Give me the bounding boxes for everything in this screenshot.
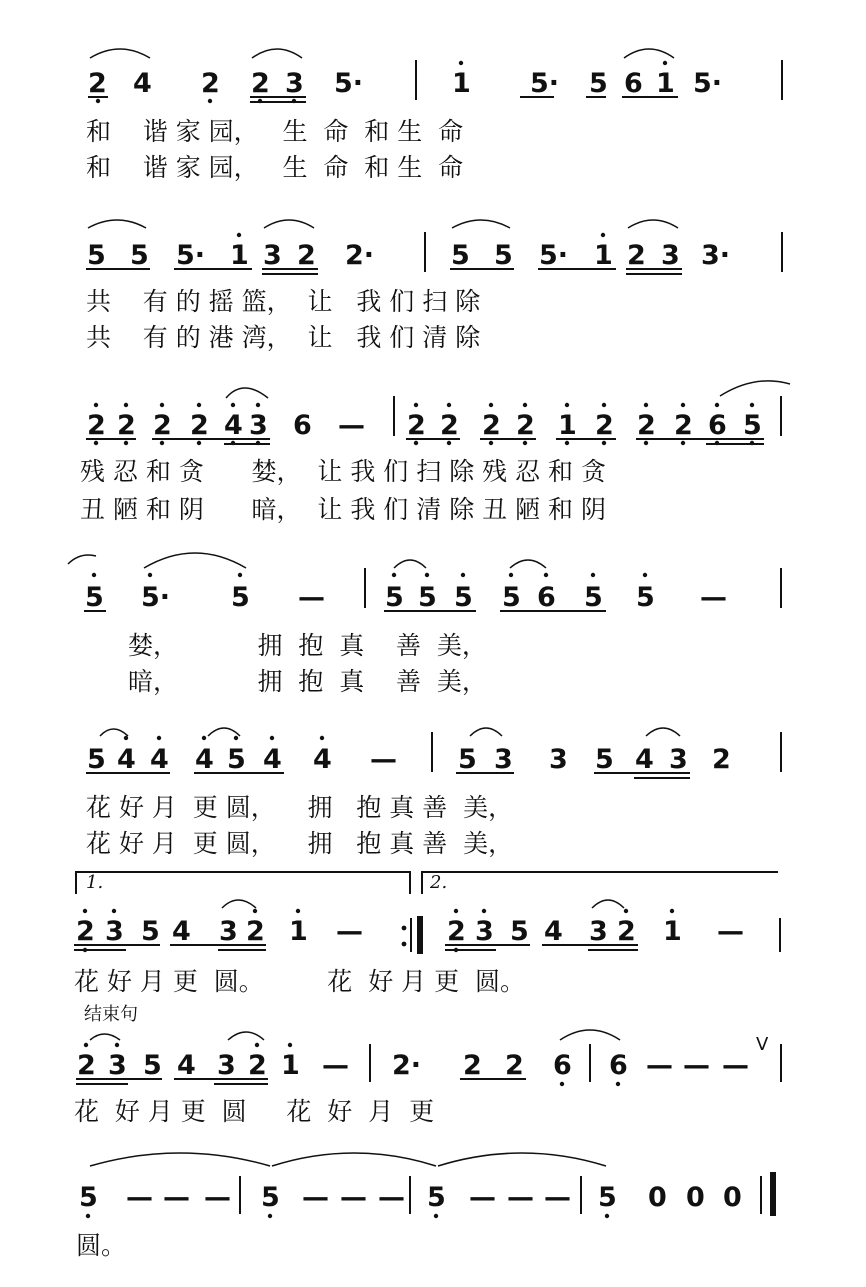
note: — [378, 1182, 405, 1213]
note: 5 [598, 1182, 617, 1213]
note: — [336, 916, 363, 947]
note: 3 [549, 744, 568, 775]
note: 3 [263, 240, 282, 271]
note: 2 [246, 916, 265, 947]
note: 4 [195, 744, 214, 775]
note: 2 [637, 410, 656, 441]
lyric-line: 花 好 月 更 圆， 拥 抱 真 善 美， [86, 829, 514, 858]
note: — [298, 582, 325, 613]
lyric-line: 丑 陋 和 阴 暗， 让 我 们 清 除 丑 陋 和 阴 [80, 495, 606, 524]
note: 2 [117, 410, 136, 441]
note: 5· [141, 582, 171, 613]
note: 5 [418, 582, 437, 613]
system-4 [68, 553, 781, 696]
note: — [722, 1050, 749, 1081]
note: 5· [539, 240, 569, 271]
note: 5 [141, 916, 160, 947]
note: 3 [669, 744, 688, 775]
note: — [370, 744, 397, 775]
note: 0 [686, 1182, 705, 1213]
volta-number: 1. [86, 872, 104, 893]
lyric-line: 残 忍 和 贪 婪， 让 我 们 扫 除 残 忍 和 贪 [80, 457, 606, 486]
note: 4 [313, 744, 332, 775]
note: 1 [558, 410, 577, 441]
note: 5 [87, 744, 106, 775]
note: 3 [249, 410, 268, 441]
lyric-line: 花 好 月 更 圆 花 好 月 更 [74, 1097, 435, 1126]
lyric-line: 花 好 月 更 圆， 拥 抱 真 善 美， [86, 793, 514, 822]
note: 2 [251, 68, 270, 99]
note: 2 [674, 410, 693, 441]
note: 3 [219, 916, 238, 947]
lyric-line: 暗， 拥 抱 真 善 美， [128, 667, 487, 696]
note: 2 [627, 240, 646, 271]
note: 5 [595, 744, 614, 775]
note: 1 [281, 1050, 300, 1081]
note: — [469, 1182, 496, 1213]
note: 5 [87, 240, 106, 271]
note: — [302, 1182, 329, 1213]
note: 6 [624, 68, 643, 99]
section-label: 结束句 [84, 1004, 138, 1025]
note: 6 [537, 582, 556, 613]
note: 5 [584, 582, 603, 613]
lyric-line: 和 谐 家 园， 生 命 和 生 命 [86, 117, 464, 146]
note: 4 [544, 916, 563, 947]
note: 5 [143, 1050, 162, 1081]
note: 3· [701, 240, 731, 271]
note: 2· [345, 240, 375, 271]
system-2 [86, 220, 782, 352]
lyric-line: 共 有 的 摇 篮， 让 我 们 扫 除 [86, 287, 481, 316]
note: 3 [217, 1050, 236, 1081]
note: 5· [176, 240, 206, 271]
note: — [204, 1182, 231, 1213]
volta-number: 2. [430, 872, 448, 893]
note: 2 [447, 916, 466, 947]
note: 5 [385, 582, 404, 613]
note: 4 [224, 410, 243, 441]
lyric-line: 婪， 拥 抱 真 善 美， [128, 631, 487, 660]
note: 3 [105, 916, 124, 947]
note: — [717, 916, 744, 947]
note: 5 [454, 582, 473, 613]
system-8 [76, 1153, 773, 1260]
volta-bracket-1 [76, 872, 410, 894]
note: 1 [594, 240, 613, 271]
note: 5 [261, 1182, 280, 1213]
note: 5 [79, 1182, 98, 1213]
note: 5 [231, 582, 250, 613]
note: 2 [87, 410, 106, 441]
note: 6 [553, 1050, 572, 1081]
note: 2 [77, 1050, 96, 1081]
note: — [163, 1182, 190, 1213]
system-1 [86, 49, 782, 182]
note: 2 [482, 410, 501, 441]
note: 2 [407, 410, 426, 441]
note: 6 [293, 410, 312, 441]
system-7 [74, 1004, 781, 1126]
note: 1 [230, 240, 249, 271]
note: 3 [475, 916, 494, 947]
note: 4 [177, 1050, 196, 1081]
note: 4 [133, 68, 152, 99]
note: 1 [663, 916, 682, 947]
note: 3 [589, 916, 608, 947]
note: 2 [297, 240, 316, 271]
note: 1 [289, 916, 308, 947]
note: 3 [494, 744, 513, 775]
note: 5· [693, 68, 723, 99]
note: 5 [494, 240, 513, 271]
note: 4 [117, 744, 136, 775]
note: 5 [636, 582, 655, 613]
note: 4 [150, 744, 169, 775]
lyric-line: 花 好 月 更 圆。 花 好 月 更 圆。 [74, 967, 525, 996]
note: 0 [648, 1182, 667, 1213]
note: 3 [661, 240, 680, 271]
note: 2 [712, 744, 731, 775]
volta-bracket-2 [422, 872, 778, 894]
note: — [126, 1182, 153, 1213]
note: — [340, 1182, 367, 1213]
note: 6 [609, 1050, 628, 1081]
note: 5 [85, 582, 104, 613]
note: 0 [723, 1182, 742, 1213]
note: 2 [153, 410, 172, 441]
note: 2 [617, 916, 636, 947]
note: 2 [595, 410, 614, 441]
note: 2 [440, 410, 459, 441]
note: — [683, 1050, 710, 1081]
note: 5· [334, 68, 364, 99]
note: 6 [708, 410, 727, 441]
note: — [646, 1050, 673, 1081]
note: 3 [108, 1050, 127, 1081]
note: 2 [88, 68, 107, 99]
note: — [338, 410, 365, 441]
note: — [544, 1182, 571, 1213]
note: 2 [516, 410, 535, 441]
system-5 [86, 728, 781, 858]
note: 2 [248, 1050, 267, 1081]
note: 2 [190, 410, 209, 441]
note: 5 [451, 240, 470, 271]
note: — [322, 1050, 349, 1081]
note: 2 [463, 1050, 482, 1081]
note: — [700, 582, 727, 613]
note: 4 [172, 916, 191, 947]
note: 5 [589, 68, 608, 99]
system-6 [74, 872, 780, 996]
note: — [507, 1182, 534, 1213]
note: 5 [743, 410, 762, 441]
lyric-line: 圆。 [76, 1231, 127, 1260]
note: 2 [201, 68, 220, 99]
note: 2· [392, 1050, 422, 1081]
system-3 [80, 381, 790, 524]
note: 5· [530, 68, 560, 99]
note: 5 [427, 1182, 446, 1213]
breath-mark: V [756, 1034, 769, 1055]
note: 4 [635, 744, 654, 775]
note: 4 [263, 744, 282, 775]
lyric-line: 共 有 的 港 湾， 让 我 们 清 除 [86, 323, 481, 352]
note: 1 [452, 68, 471, 99]
note: 5 [502, 582, 521, 613]
note: 5 [510, 916, 529, 947]
note: 5 [130, 240, 149, 271]
note: 5 [227, 744, 246, 775]
note: 5 [458, 744, 477, 775]
note: 2 [505, 1050, 524, 1081]
lyric-line: 和 谐 家 园， 生 命 和 生 命 [86, 153, 464, 182]
note: 2 [76, 916, 95, 947]
note: 3 [285, 68, 304, 99]
note: 1 [656, 68, 675, 99]
